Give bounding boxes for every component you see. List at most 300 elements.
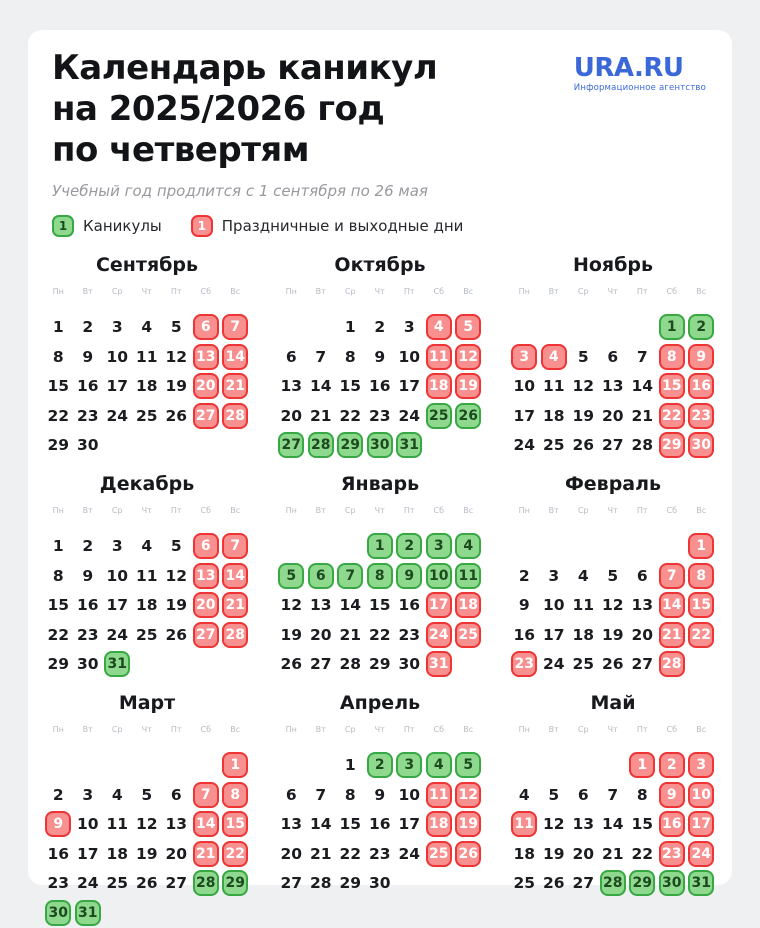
day-cell	[424, 532, 454, 562]
day-number: 5	[170, 537, 182, 556]
day-cell	[221, 342, 251, 372]
day-cell	[539, 372, 569, 402]
day-cell	[277, 372, 307, 402]
empty-cell	[598, 751, 628, 781]
day-number: 9	[374, 347, 386, 366]
day-cell	[365, 839, 395, 869]
day-number: 21	[339, 625, 362, 644]
day-cell	[539, 342, 569, 372]
day-cell	[510, 401, 540, 431]
day-cell	[162, 372, 192, 402]
day-number: 10	[76, 815, 99, 834]
day-number: 7	[337, 563, 363, 589]
day-number: 11	[426, 344, 452, 370]
day-cell	[657, 372, 687, 402]
day-number: 2	[52, 785, 64, 804]
day-cell	[598, 561, 628, 591]
day-cell	[598, 780, 628, 810]
day-number: 10	[106, 347, 129, 366]
day-number: 10	[106, 566, 129, 585]
day-number: 26	[455, 403, 481, 429]
day-cell	[510, 650, 540, 680]
day-cell	[687, 313, 717, 343]
day-number: 29	[339, 874, 362, 893]
day-number: 30	[659, 870, 685, 896]
day-cell	[657, 869, 687, 899]
day-number: 25	[135, 406, 158, 425]
day-number: 8	[222, 782, 248, 808]
day-number: 26	[572, 436, 595, 455]
day-cell	[191, 342, 221, 372]
day-cell	[395, 810, 425, 840]
weekday-label: Сб	[200, 286, 212, 296]
day-number: 7	[315, 347, 327, 366]
day-number: 24	[398, 406, 421, 425]
day-number: 12	[455, 782, 481, 808]
day-cell	[687, 401, 717, 431]
day-cell	[539, 401, 569, 431]
month-title: Январь	[340, 473, 420, 495]
day-number: 14	[339, 596, 362, 615]
day-cell	[306, 810, 336, 840]
day-number: 9	[659, 782, 685, 808]
day-number: 18	[542, 406, 565, 425]
day-cell	[424, 650, 454, 680]
day-number: 17	[426, 592, 452, 618]
day-number: 23	[47, 874, 70, 893]
weekday-label: Пт	[403, 505, 415, 515]
day-cell	[365, 650, 395, 680]
day-cell	[336, 313, 366, 343]
day-number: 5	[455, 314, 481, 340]
day-number: 13	[165, 815, 188, 834]
legend-item-weekends	[191, 215, 464, 237]
day-cell	[44, 591, 74, 621]
day-cell	[510, 810, 540, 840]
day-number: 3	[396, 752, 422, 778]
day-cell	[628, 869, 658, 899]
day-cell	[221, 591, 251, 621]
day-cell	[191, 372, 221, 402]
day-number: 9	[688, 344, 714, 370]
day-number: 17	[542, 625, 565, 644]
day-number: 15	[339, 815, 362, 834]
day-cell	[395, 591, 425, 621]
day-cell	[687, 561, 717, 591]
day-cell	[569, 780, 599, 810]
day-cell	[103, 532, 133, 562]
weekday-label: Пн	[285, 724, 297, 734]
day-cell	[73, 591, 103, 621]
day-cell	[306, 342, 336, 372]
day-cell	[395, 780, 425, 810]
weekday-label: Вс	[230, 505, 241, 515]
day-number: 24	[513, 436, 536, 455]
day-cell	[306, 561, 336, 591]
day-number: 25	[513, 874, 536, 893]
weekday-label: Сб	[200, 724, 212, 734]
day-number: 25	[426, 403, 452, 429]
day-number: 16	[47, 844, 70, 863]
day-cell	[336, 869, 366, 899]
day-number: 18	[572, 625, 595, 644]
day-cell	[132, 561, 162, 591]
weekday-label: Пт	[170, 286, 182, 296]
day-number: 23	[76, 406, 99, 425]
day-cell	[162, 532, 192, 562]
day-cell	[598, 342, 628, 372]
day-cell	[395, 650, 425, 680]
day-number: 3	[111, 537, 123, 556]
day-cell	[569, 839, 599, 869]
day-number: 17	[106, 377, 129, 396]
day-cell	[628, 372, 658, 402]
day-number: 7	[222, 533, 248, 559]
month-grid	[44, 502, 251, 679]
day-number: 7	[315, 785, 327, 804]
day-number: 31	[75, 900, 101, 926]
day-number: 4	[141, 318, 153, 337]
day-number: 4	[541, 344, 567, 370]
empty-cell	[628, 532, 658, 562]
day-cell	[336, 751, 366, 781]
day-cell	[221, 869, 251, 899]
day-number: 10	[513, 377, 536, 396]
weekday-label: Сб	[433, 286, 445, 296]
day-number: 24	[426, 622, 452, 648]
day-number: 10	[542, 596, 565, 615]
day-number: 14	[309, 815, 332, 834]
empty-cell	[569, 532, 599, 562]
day-cell	[598, 401, 628, 431]
day-cell	[162, 780, 192, 810]
month-title: Сентябрь	[95, 254, 199, 276]
day-cell	[395, 401, 425, 431]
day-number: 11	[106, 815, 129, 834]
day-cell	[336, 372, 366, 402]
day-number: 29	[222, 870, 248, 896]
day-cell	[277, 780, 307, 810]
month-grid	[44, 283, 251, 460]
day-cell	[221, 313, 251, 343]
weekday-label: Пт	[170, 505, 182, 515]
day-number: 6	[308, 563, 334, 589]
day-cell	[103, 780, 133, 810]
weekday-label: Ср	[577, 286, 589, 296]
day-number: 17	[513, 406, 536, 425]
day-cell	[73, 431, 103, 461]
day-number: 22	[47, 625, 70, 644]
day-number: 16	[368, 815, 391, 834]
empty-cell	[539, 313, 569, 343]
legend-item-holidays	[52, 215, 162, 237]
day-number: 5	[607, 566, 619, 585]
day-number: 29	[629, 870, 655, 896]
day-cell	[365, 401, 395, 431]
day-cell	[73, 898, 103, 928]
day-number: 23	[659, 841, 685, 867]
day-cell	[539, 561, 569, 591]
day-cell	[162, 839, 192, 869]
day-cell	[657, 342, 687, 372]
day-cell	[191, 313, 221, 343]
day-number: 22	[659, 403, 685, 429]
day-number: 16	[659, 811, 685, 837]
empty-cell	[510, 313, 540, 343]
day-cell	[569, 372, 599, 402]
day-cell	[44, 898, 74, 928]
day-cell	[510, 591, 540, 621]
day-number: 21	[222, 373, 248, 399]
month-title: Февраль	[564, 473, 662, 495]
title-line-1: Календарь каникул	[52, 48, 438, 88]
weekday-label: Чт	[374, 286, 385, 296]
day-number: 26	[135, 874, 158, 893]
day-cell	[306, 401, 336, 431]
day-number: 6	[607, 347, 619, 366]
day-cell	[687, 751, 717, 781]
day-number: 14	[601, 815, 624, 834]
weekday-label: Вс	[463, 286, 474, 296]
day-cell	[221, 372, 251, 402]
day-cell	[687, 839, 717, 869]
empty-cell	[277, 751, 307, 781]
day-number: 1	[222, 752, 248, 778]
day-number: 22	[368, 625, 391, 644]
day-cell	[454, 342, 484, 372]
empty-cell	[510, 751, 540, 781]
month-4	[44, 473, 251, 679]
day-number: 14	[631, 377, 654, 396]
empty-cell	[598, 532, 628, 562]
day-cell	[44, 342, 74, 372]
day-number: 4	[111, 785, 123, 804]
month-grid	[510, 721, 717, 898]
day-cell	[44, 313, 74, 343]
day-cell	[191, 810, 221, 840]
empty-cell	[73, 751, 103, 781]
month-title: Апрель	[339, 692, 421, 714]
day-number: 6	[193, 533, 219, 559]
day-cell	[277, 620, 307, 650]
day-cell	[687, 372, 717, 402]
month-title: Октябрь	[334, 254, 426, 276]
day-cell	[132, 401, 162, 431]
day-number: 26	[542, 874, 565, 893]
day-cell	[103, 650, 133, 680]
day-cell	[687, 810, 717, 840]
day-number: 14	[222, 344, 248, 370]
month-title: Май	[590, 692, 636, 714]
weekday-label: Пн	[285, 286, 297, 296]
month-8	[277, 692, 484, 928]
day-number: 27	[631, 655, 654, 674]
month-6	[510, 473, 717, 679]
ura-ru-logo	[574, 55, 706, 93]
weekday-label: Ср	[344, 286, 356, 296]
day-cell	[73, 869, 103, 899]
day-number: 6	[285, 347, 297, 366]
day-cell	[336, 431, 366, 461]
day-cell	[454, 591, 484, 621]
day-cell	[539, 650, 569, 680]
day-number: 4	[577, 566, 589, 585]
day-cell	[306, 780, 336, 810]
legend-label-holidays: Каникулы	[83, 217, 162, 235]
day-number: 7	[659, 563, 685, 589]
day-number: 2	[367, 752, 393, 778]
day-cell	[510, 342, 540, 372]
day-number: 17	[106, 596, 129, 615]
weekday-label: Вс	[230, 286, 241, 296]
day-cell	[162, 620, 192, 650]
day-cell	[73, 532, 103, 562]
day-cell	[336, 780, 366, 810]
empty-cell	[162, 751, 192, 781]
day-cell	[628, 650, 658, 680]
day-number: 5	[170, 318, 182, 337]
day-number: 18	[135, 377, 158, 396]
day-number: 16	[368, 377, 391, 396]
weekday-label: Сб	[433, 505, 445, 515]
day-number: 13	[193, 563, 219, 589]
weekday-label: Пн	[518, 286, 530, 296]
day-cell	[365, 810, 395, 840]
day-cell	[44, 650, 74, 680]
day-cell	[103, 869, 133, 899]
day-cell	[132, 591, 162, 621]
day-number: 20	[193, 373, 219, 399]
day-cell	[687, 342, 717, 372]
day-cell	[162, 342, 192, 372]
day-number: 15	[339, 377, 362, 396]
day-cell	[628, 839, 658, 869]
day-number: 4	[455, 533, 481, 559]
weekday-label: Вт	[548, 286, 559, 296]
day-number: 6	[170, 785, 182, 804]
day-cell	[424, 620, 454, 650]
day-cell	[44, 431, 74, 461]
day-cell	[73, 650, 103, 680]
day-cell	[569, 431, 599, 461]
day-cell	[657, 313, 687, 343]
day-cell	[277, 591, 307, 621]
day-cell	[424, 401, 454, 431]
day-cell	[132, 780, 162, 810]
day-cell	[103, 313, 133, 343]
month-grid	[277, 283, 484, 460]
day-cell	[132, 313, 162, 343]
day-number: 15	[47, 596, 70, 615]
day-number: 26	[165, 406, 188, 425]
weekday-label: Сб	[200, 505, 212, 515]
day-number: 24	[106, 406, 129, 425]
day-number: 20	[631, 625, 654, 644]
weekday-label: Ср	[111, 286, 123, 296]
day-number: 24	[542, 655, 565, 674]
day-cell	[336, 401, 366, 431]
day-number: 4	[426, 752, 452, 778]
weekday-label: Вс	[463, 505, 474, 515]
day-cell	[454, 532, 484, 562]
day-cell	[336, 839, 366, 869]
empty-cell	[657, 532, 687, 562]
day-cell	[73, 810, 103, 840]
month-1	[44, 254, 251, 460]
empty-cell	[539, 751, 569, 781]
day-cell	[365, 780, 395, 810]
day-number: 19	[455, 373, 481, 399]
day-cell	[73, 780, 103, 810]
day-cell	[395, 561, 425, 591]
day-number: 9	[82, 347, 94, 366]
day-cell	[395, 839, 425, 869]
empty-cell	[539, 532, 569, 562]
empty-cell	[132, 751, 162, 781]
day-cell	[628, 780, 658, 810]
day-cell	[657, 561, 687, 591]
day-number: 8	[636, 785, 648, 804]
day-number: 11	[542, 377, 565, 396]
day-cell	[191, 532, 221, 562]
empty-cell	[598, 313, 628, 343]
weekday-label: Вт	[315, 724, 326, 734]
day-cell	[510, 869, 540, 899]
day-number: 30	[398, 655, 421, 674]
day-cell	[44, 401, 74, 431]
day-cell	[162, 869, 192, 899]
day-number: 17	[76, 844, 99, 863]
day-number: 17	[398, 377, 421, 396]
day-number: 28	[339, 655, 362, 674]
weekday-label: Пт	[636, 286, 648, 296]
day-cell	[628, 431, 658, 461]
month-9	[510, 692, 717, 928]
day-number: 10	[398, 347, 421, 366]
day-number: 28	[600, 870, 626, 896]
day-number: 18	[513, 844, 536, 863]
day-number: 19	[135, 844, 158, 863]
day-cell	[103, 401, 133, 431]
day-cell	[424, 810, 454, 840]
day-cell	[454, 620, 484, 650]
weekday-label: Чт	[141, 724, 152, 734]
day-number: 21	[309, 844, 332, 863]
day-number: 4	[141, 537, 153, 556]
day-number: 2	[374, 318, 386, 337]
day-number: 12	[165, 566, 188, 585]
day-cell	[365, 342, 395, 372]
weekday-label: Чт	[141, 505, 152, 515]
day-number: 28	[222, 403, 248, 429]
day-cell	[306, 431, 336, 461]
day-number: 23	[76, 625, 99, 644]
day-cell	[221, 839, 251, 869]
day-number: 11	[426, 782, 452, 808]
day-number: 7	[193, 782, 219, 808]
month-2	[277, 254, 484, 460]
day-cell	[569, 650, 599, 680]
day-cell	[73, 561, 103, 591]
day-number: 6	[636, 566, 648, 585]
weekday-label: Чт	[374, 724, 385, 734]
day-number: 4	[518, 785, 530, 804]
day-cell	[395, 431, 425, 461]
day-number: 27	[280, 874, 303, 893]
weekday-label: Пт	[636, 724, 648, 734]
day-cell	[191, 591, 221, 621]
day-cell	[73, 372, 103, 402]
